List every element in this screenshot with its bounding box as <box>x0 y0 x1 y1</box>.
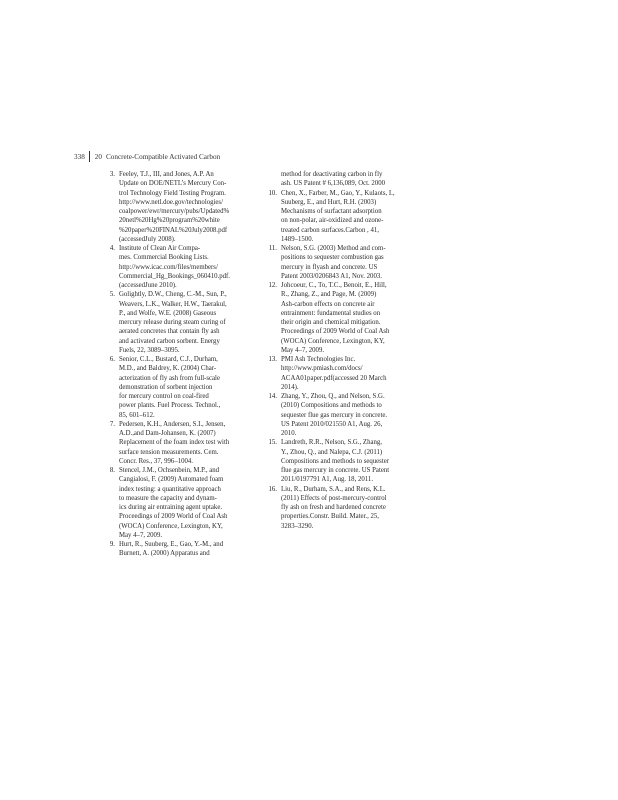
reference-item <box>266 485 426 531</box>
reference-text: Johcoeur, C., To, T.C., Benoit, E., Hill, R., Zhang, Z., and Page, M. (2009) Ash-carbon effects on concrete air entrainment: fundamental studies on their origin and chemical mitigation. Proceedings of 2009 World of Coal Ash (WOCA) Conference, Lexington, KY, May 4–7, 2009. <box>281 282 390 354</box>
reference-item <box>266 355 426 392</box>
reference-number: 14. <box>268 393 277 400</box>
reference-item <box>266 244 426 281</box>
reference-number: 12. <box>268 282 277 289</box>
reference-number: 13. <box>268 356 277 363</box>
reference-item <box>104 466 264 540</box>
reference-item <box>104 540 264 559</box>
reference-text: PMI Ash Technologies Inc. http://www.pmiash.com/docs/ ACAA01paper.pdf(accessed 20 March 2014). <box>281 356 387 391</box>
reference-text: Golightly, D.W., Cheng, C.-M., Sun, P., Weavers, L.K., Walker, H.W., Taerakul, P., and Wolfe, W.E. (2008) Gaseous mercury release during steam curing of aerated concretes that contain fly ash and activated carbon sorbent. Energy Fuels, 22, 3089–3095. <box>119 291 227 354</box>
reference-item <box>104 355 264 420</box>
reference-number: 9. <box>109 541 115 548</box>
reference-number: 4. <box>109 245 115 252</box>
reference-number: 10. <box>268 189 277 197</box>
reference-number: 6. <box>109 356 115 363</box>
running-header <box>74 151 220 162</box>
reference-item <box>266 189 426 245</box>
reference-item <box>266 392 426 438</box>
reference-item <box>104 420 264 466</box>
reference-text: Senior, C.L., Bustard, C.J., Durham, M.D., and Baldrey, K. (2004) Char- acterization of fly ash from full-scale demonstration of sorbent injection for mercury control on coal-fired power plants. Fuel Process. Technol., 85, 601–612. <box>119 356 221 419</box>
reference-number: 15. <box>268 439 277 447</box>
reference-item <box>266 281 426 355</box>
reference-item <box>266 170 426 189</box>
reference-number: 5. <box>109 291 115 299</box>
chapter-title: Concrete-Compatible Activated Carbon <box>105 152 221 161</box>
reference-text: Nelson, S.G. (2003) Method and com- positions to sequester combustion gas mercury in flyash and concrete. US Patent 2003/0206843 A1, Nov. 2003. <box>281 245 386 280</box>
reference-item <box>104 244 264 290</box>
reference-column-left <box>104 170 264 559</box>
reference-column-right <box>266 170 426 531</box>
reference-number: 11. <box>268 245 277 252</box>
reference-number: 16. <box>268 485 277 493</box>
reference-text: Institute of Clean Air Compa- mes. Commercial Booking Lists. http://www.icac.com/files/members/ Commercial_Hg_Bookings_060410.pdf. (accessedJune 2010). <box>119 245 231 289</box>
reference-text: Liu, R., Durham, S.A., and Rens, K.L. (2011) Effects of post-mercury-control fly ash on fresh and hardened concrete properties.Constr. Build. Mater., 25, 3283–3290. <box>281 485 387 530</box>
reference-text: Hurt, R., Suuberg, E., Gao, Y.-M., and Burnett, A. (2000) Apparatus and <box>119 541 224 558</box>
reference-number: 3. <box>109 171 115 178</box>
reference-item <box>104 290 264 355</box>
reference-item <box>104 170 264 244</box>
reference-number: 8. <box>109 467 115 474</box>
reference-text: Feeley, T.J., III, and Jones, A.P. An Update on DOE/NETL’s Mercury Con- trol Technology Field Testing Program. http://www.netl.doe.gov/technologies/ coalpower/ewr/mercury/pubs/Updated% 20netl%20Hg%20program%20white %20paper%20FINAL%20July2008.pdf (accessedJuly 2008). <box>119 171 230 243</box>
reference-text: Pedersen, K.H., Andersen, S.I., Jensen, A.D.,and Dam-Johansen, K. (2007) Replacement of the foam index test with surface tension measurements. Cem. Concr. Res., 37, 996–1004. <box>119 420 230 465</box>
reference-item <box>266 438 426 484</box>
reference-text: Landreth, R.R., Nelson, S.G., Zhang, Y., Zhou, Q., and Nalepa, C.J. (2011) Compositions and methods to sequester flue gas mercury in concrete. US Patent 2011/0197791 A1, Aug. 18, 2011. <box>281 439 390 484</box>
header-divider <box>89 151 90 162</box>
reference-text: Chen, X., Farber, M., Gao, Y., Kulaots, I., Suuberg, E., and Hurt, R.H. (2003) Mechanisms of surfactant adsorption on non-polar, air-oxidized and ozone- treated carbon surfaces.Carbon , 41, 1489–1500. <box>281 189 395 243</box>
chapter-number: 20 <box>94 152 102 161</box>
reference-number: 7. <box>109 420 115 428</box>
reference-text: method for deactivating carbon in fly ash. US Patent # 6,136,089, Oct. 2000 <box>281 171 386 188</box>
page-number: 338 <box>74 152 85 161</box>
reference-text: Zhang, Y., Zhou, Q., and Nelson, S.G. (2010) Compositions and methods to sequester flue gas mercury in concrete. US Patent 2010/021550 A1, Aug. 26, 2010. <box>281 393 388 437</box>
reference-text: Stencel, J.M., Ochsenbein, M.P., and Cangialosi, F. (2009) Automated foam index testing: a quantitative approach to measure the capacity and dynam- ics during air entraining agent uptake. Proceedings of 2009 World of Coal Ash (WOCA) Conference, Lexington, KY, May 4–7, 2009. <box>119 467 228 539</box>
